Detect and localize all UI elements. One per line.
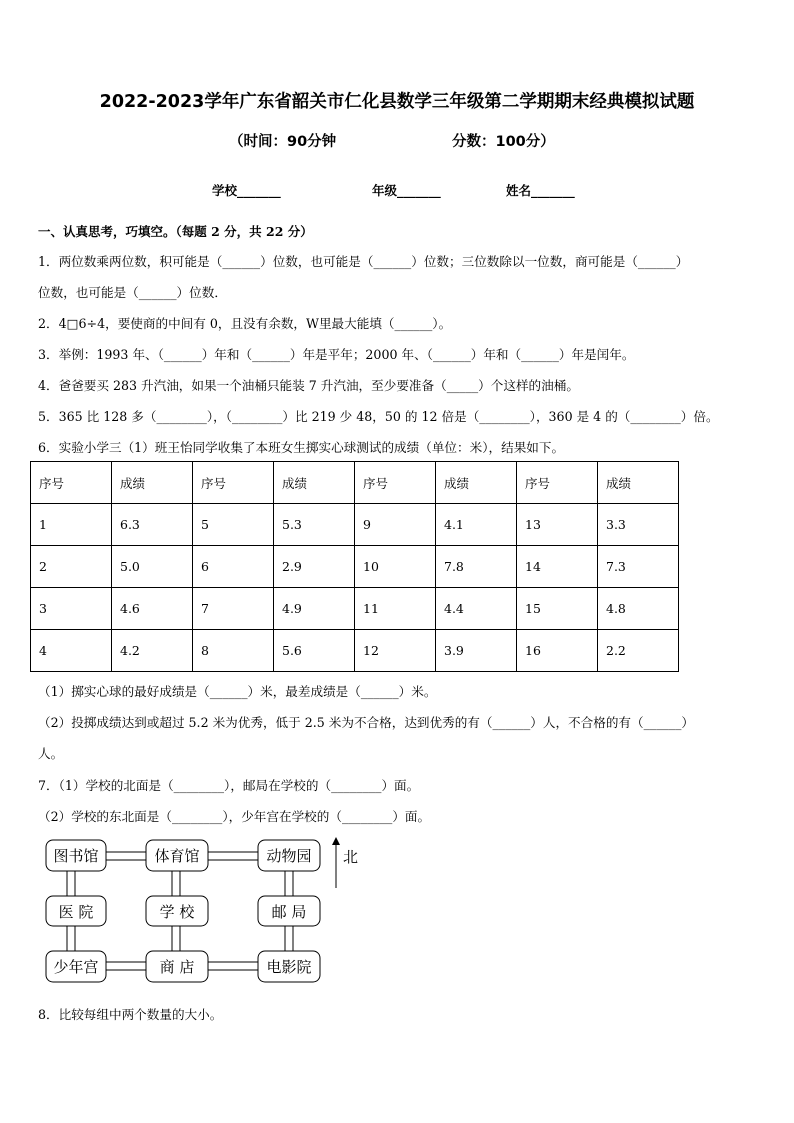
- table-header-cell: 序号: [193, 462, 274, 504]
- table-cell: 12: [355, 630, 436, 672]
- table-cell: 3.3: [598, 504, 679, 546]
- question-7-part-2: （2）学校的东北面是（________），少年宫在学校的（________）面。: [38, 809, 431, 824]
- name-field: 姓名_______: [506, 183, 575, 198]
- table-cell: 6: [193, 546, 274, 588]
- page-title: 2022-2023学年广东省韶关市仁化县数学三年级第二学期期末经典模拟试题: [99, 92, 695, 112]
- exam-time: （时间：90分钟: [229, 134, 337, 150]
- table-cell: 2.9: [274, 546, 355, 588]
- question-5: 5．365 比 128 多（________），（________）比 219 少 48，50 的 12 倍是（________），360 是 4 的（________）倍。: [38, 409, 719, 424]
- question-6: 6．实验小学三（1）班王怡同学收集了本班女生掷实心球测试的成绩（单位：米），结果如下。: [38, 440, 565, 455]
- table-header-cell: 序号: [31, 462, 112, 504]
- table-cell: 7: [193, 588, 274, 630]
- map-label: 商 店: [159, 958, 195, 976]
- table-cell: 14: [517, 546, 598, 588]
- table-cell: 11: [355, 588, 436, 630]
- question-2: 2．4□6÷4，要使商的中间有 0，且没有余数，W里最大能填（______）。: [38, 316, 452, 331]
- map-label: 少年宫: [53, 958, 99, 976]
- table-cell: 4.2: [112, 630, 193, 672]
- question-4: 4．爸爸要买 283 升汽油，如果一个油桶只能装 7 升汽油，至少要准备（_____）个这样的油桶。: [38, 378, 579, 393]
- direction-map: [40, 833, 340, 988]
- table-cell: 4.1: [436, 504, 517, 546]
- table-cell: 3.9: [436, 630, 517, 672]
- table-cell: 7.8: [436, 546, 517, 588]
- question-3: 3．举例：1993 年、（______）年和（______）年是平年；2000 年、（______）年和（______）年是闰年。: [38, 347, 635, 362]
- north-arrowhead-icon: [332, 837, 340, 845]
- table-cell: 7.3: [598, 546, 679, 588]
- table-header-cell: 成绩: [274, 462, 355, 504]
- table-cell: 13: [517, 504, 598, 546]
- question-7-part-1: 7．（1）学校的北面是（________），邮局在学校的（________）面。: [38, 778, 420, 793]
- question-6-part-1: （1）掷实心球的最好成绩是（______）米，最差成绩是（______）米。: [38, 684, 437, 699]
- map-label: 动物园: [266, 847, 312, 865]
- table-cell: 5.6: [274, 630, 355, 672]
- table-header-row: [31, 462, 679, 504]
- north-label: 北: [343, 848, 359, 866]
- table-cell: 10: [355, 546, 436, 588]
- table-cell: 4: [31, 630, 112, 672]
- table-cell: 4.8: [598, 588, 679, 630]
- table-cell: 6.3: [112, 504, 193, 546]
- table-row: [31, 588, 679, 630]
- map-label: 体育馆: [154, 847, 200, 865]
- map-label: 医 院: [58, 903, 94, 921]
- map-label: 邮 局: [271, 903, 307, 921]
- table-cell: 4.6: [112, 588, 193, 630]
- map-label: 电影院: [266, 958, 312, 976]
- table-row: [31, 546, 679, 588]
- score-table: [30, 461, 679, 672]
- map-label: 学 校: [159, 903, 195, 921]
- section-heading: 一、认真思考，巧填空。（每题 2 分，共 22 分）: [38, 224, 313, 239]
- table-cell: 2: [31, 546, 112, 588]
- table-cell: 5: [193, 504, 274, 546]
- question-1-line-1: 1．两位数乘两位数，积可能是（______）位数，也可能是（______）位数；三位数除以一位数，商可能是（______）: [38, 254, 689, 269]
- table-cell: 5.0: [112, 546, 193, 588]
- question-6-part-2-line-1: （2）投掷成绩达到或超过 5.2 米为优秀，低于 2.5 米为不合格，达到优秀的有（______）人，不合格的有（______）: [38, 715, 694, 730]
- grade-field: 年级_______: [372, 183, 441, 198]
- map-label: 图书馆: [53, 847, 99, 865]
- table-cell: 8: [193, 630, 274, 672]
- table-cell: 9: [355, 504, 436, 546]
- table-cell: 4.9: [274, 588, 355, 630]
- table-header-cell: 序号: [517, 462, 598, 504]
- table-cell: 15: [517, 588, 598, 630]
- table-cell: 4.4: [436, 588, 517, 630]
- table-cell: 2.2: [598, 630, 679, 672]
- table-cell: 3: [31, 588, 112, 630]
- table-cell: 16: [517, 630, 598, 672]
- table-header-cell: 成绩: [436, 462, 517, 504]
- school-field: 学校_______: [212, 183, 281, 198]
- table-header-cell: 成绩: [598, 462, 679, 504]
- question-8: 8．比较每组中两个数量的大小。: [38, 1007, 223, 1022]
- table-cell: 5.3: [274, 504, 355, 546]
- table-row: [31, 504, 679, 546]
- question-6-part-2-line-2: 人。: [38, 746, 64, 761]
- table-header-cell: 序号: [355, 462, 436, 504]
- exam-score: 分数：100分）: [452, 134, 555, 150]
- table-row: [31, 630, 679, 672]
- table-header-cell: 成绩: [112, 462, 193, 504]
- question-1-line-2: 位数，也可能是（______）位数．: [38, 285, 227, 300]
- table-cell: 1: [31, 504, 112, 546]
